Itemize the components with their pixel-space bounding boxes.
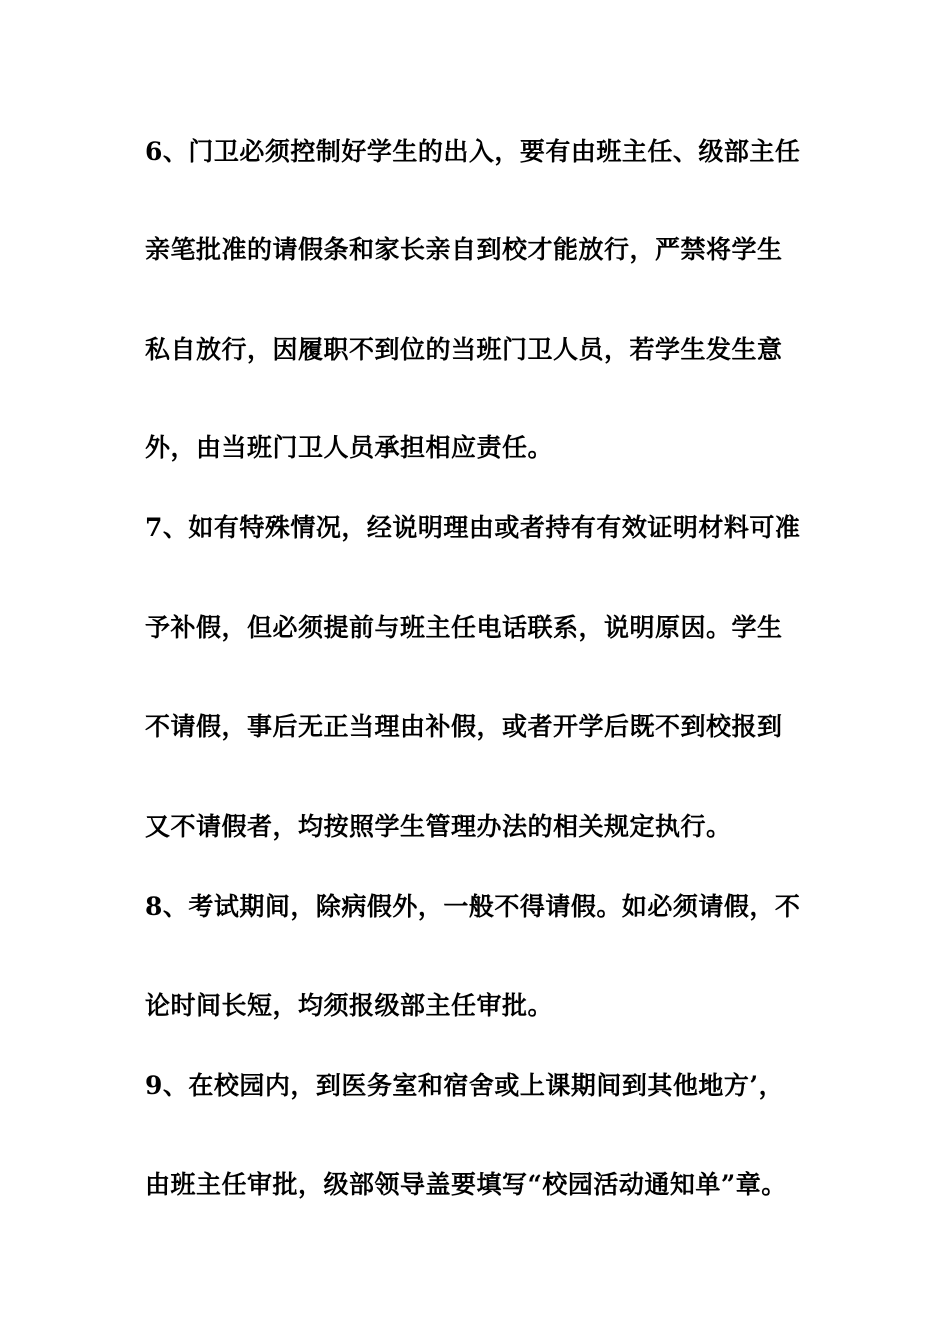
paragraph-6-line-3: 私自放行，因履职不到位的当班门卫人员，若学生发生意 — [145, 335, 783, 364]
paragraph-7-line-1: 7、如有特殊情况，经说明理由或者持有有效证明材料可准 — [145, 513, 801, 542]
paragraph-6-line-4: 外，由当班门卫人员承担相应责任。 — [145, 433, 554, 462]
paragraph-8-line-1: 8、考试期间，除病假外，一般不得请假。如必须请假，不 — [145, 892, 801, 921]
paragraph-9-line-2: 由班主任审批，级部领导盖要填写“校园活动通知单”章。 — [145, 1170, 787, 1199]
paragraph-7-line-2: 予补假，但必须提前与班主任电话联系，说明原因。学生 — [145, 613, 783, 642]
paragraph-8-line-2: 论时间长短，均须报级部主任审批。 — [145, 991, 554, 1020]
paragraph-6-line-2: 亲笔批准的请假条和家长亲自到校才能放行，严禁将学生 — [145, 235, 783, 264]
paragraph-9-line-1: 9、在校园内，到医务室和宿舍或上课期间到其他地方’， — [145, 1071, 785, 1100]
paragraph-7-line-4: 又不请假者，均按照学生管理办法的相关规定执行。 — [145, 812, 732, 841]
paragraph-6-line-1: 6、门卫必须控制好学生的出入，要有由班主任、级部主任 — [145, 137, 801, 166]
paragraph-7-line-3: 不请假，事后无正当理由补假，或者开学后既不到校报到 — [145, 712, 783, 741]
